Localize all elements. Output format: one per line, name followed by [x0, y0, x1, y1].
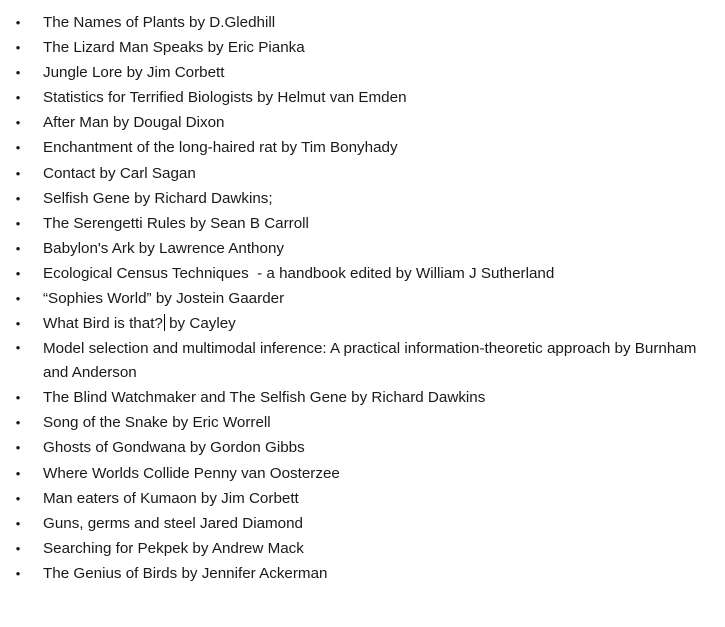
list-item-text: Song of the Snake by Eric Worrell	[43, 414, 271, 432]
list-item[interactable]	[0, 236, 725, 261]
list-item[interactable]	[0, 60, 725, 85]
bullet-icon: •	[15, 540, 21, 556]
bullet-icon: •	[15, 340, 21, 356]
bullet-icon: •	[15, 515, 21, 531]
list-item[interactable]	[0, 410, 725, 435]
list-item[interactable]	[0, 211, 725, 236]
list-item-with-cursor[interactable]	[0, 311, 725, 336]
list-item-text: After Man by Dougal Dixon	[43, 114, 225, 132]
list-item[interactable]	[0, 511, 725, 536]
bullet-icon: •	[15, 165, 21, 181]
list-item[interactable]	[0, 461, 725, 486]
list-item[interactable]	[0, 435, 725, 460]
bullet-icon: •	[15, 140, 21, 156]
list-item[interactable]	[0, 85, 725, 110]
list-item[interactable]	[0, 161, 725, 186]
list-item[interactable]	[0, 261, 725, 286]
list-item[interactable]	[0, 135, 725, 160]
list-item-text: Babylon's Ark by Lawrence Anthony	[43, 239, 284, 257]
list-item-text: Searching for Pekpek by Andrew Mack	[43, 539, 304, 557]
list-item-text: Man eaters of Kumaon by Jim Corbett	[43, 489, 299, 507]
list-item[interactable]	[0, 35, 725, 60]
list-item-text: The Serengetti Rules by Sean B Carroll	[43, 214, 309, 232]
bullet-icon: •	[15, 115, 21, 131]
list-item[interactable]	[0, 336, 725, 385]
list-item-text: The Blind Watchmaker and The Selfish Gene by Richard Dawkins	[43, 389, 486, 407]
bullet-icon: •	[15, 15, 21, 30]
list-item-text: Ghosts of Gondwana by Gordon Gibbs	[43, 439, 305, 457]
list-item-text: Selfish Gene by Richard Dawkins;	[43, 189, 273, 207]
bullet-icon: •	[15, 440, 21, 456]
list-item[interactable]	[0, 186, 725, 211]
list-item-text: The Genius of Birds by Jennifer Ackerman	[43, 564, 328, 582]
list-item[interactable]	[0, 486, 725, 511]
list-item-text: Statistics for Terrified Biologists by Helmut van Emden	[43, 89, 407, 107]
list-item[interactable]	[0, 561, 725, 586]
list-item[interactable]	[0, 110, 725, 135]
bullet-icon: •	[15, 291, 21, 307]
list-item-text: Jungle Lore by Jim Corbett	[43, 64, 225, 82]
bullet-icon: •	[15, 565, 21, 581]
bullet-icon: •	[15, 415, 21, 431]
bullet-icon: •	[15, 465, 21, 481]
bullet-icon: •	[15, 90, 21, 106]
list-item-text: What Bird is that?	[43, 315, 163, 333]
bullet-icon: •	[15, 316, 21, 332]
list-item-text: “Sophies World” by Jostein Gaarder	[43, 290, 285, 308]
list-item-text-continued: by Cayley	[164, 315, 236, 333]
bullet-icon: •	[15, 65, 21, 81]
bullet-icon: •	[15, 215, 21, 231]
list-item[interactable]	[0, 385, 725, 410]
list-item-text: Where Worlds Collide Penny van Oosterzee	[43, 464, 340, 482]
list-item[interactable]	[0, 10, 725, 35]
list-item-text: Model selection and multimodal inference: A practical information-theoretic approach by Burnham and Anderson	[43, 340, 697, 382]
bullet-icon: •	[15, 190, 21, 206]
list-item-text: Contact by Carl Sagan	[43, 164, 196, 182]
bullet-icon: •	[15, 240, 21, 256]
list-item-text: Enchantment of the long-haired rat by Tim Bonyhady	[43, 139, 398, 157]
bullet-icon: •	[15, 390, 21, 406]
bullet-icon: •	[15, 40, 21, 56]
list-item-text: Ecological Census Techniques - a handbook edited by William J Sutherland	[43, 264, 555, 282]
list-item[interactable]	[0, 286, 725, 311]
bullet-icon: •	[15, 490, 21, 506]
list-item-text: Guns, germs and steel Jared Diamond	[43, 514, 304, 532]
list-item-text: The Lizard Man Speaks by Eric Pianka	[43, 39, 305, 57]
bullet-icon: •	[15, 265, 21, 281]
list-item-text: The Names of Plants by D.Gledhill	[43, 14, 276, 31]
list-item[interactable]	[0, 536, 725, 561]
